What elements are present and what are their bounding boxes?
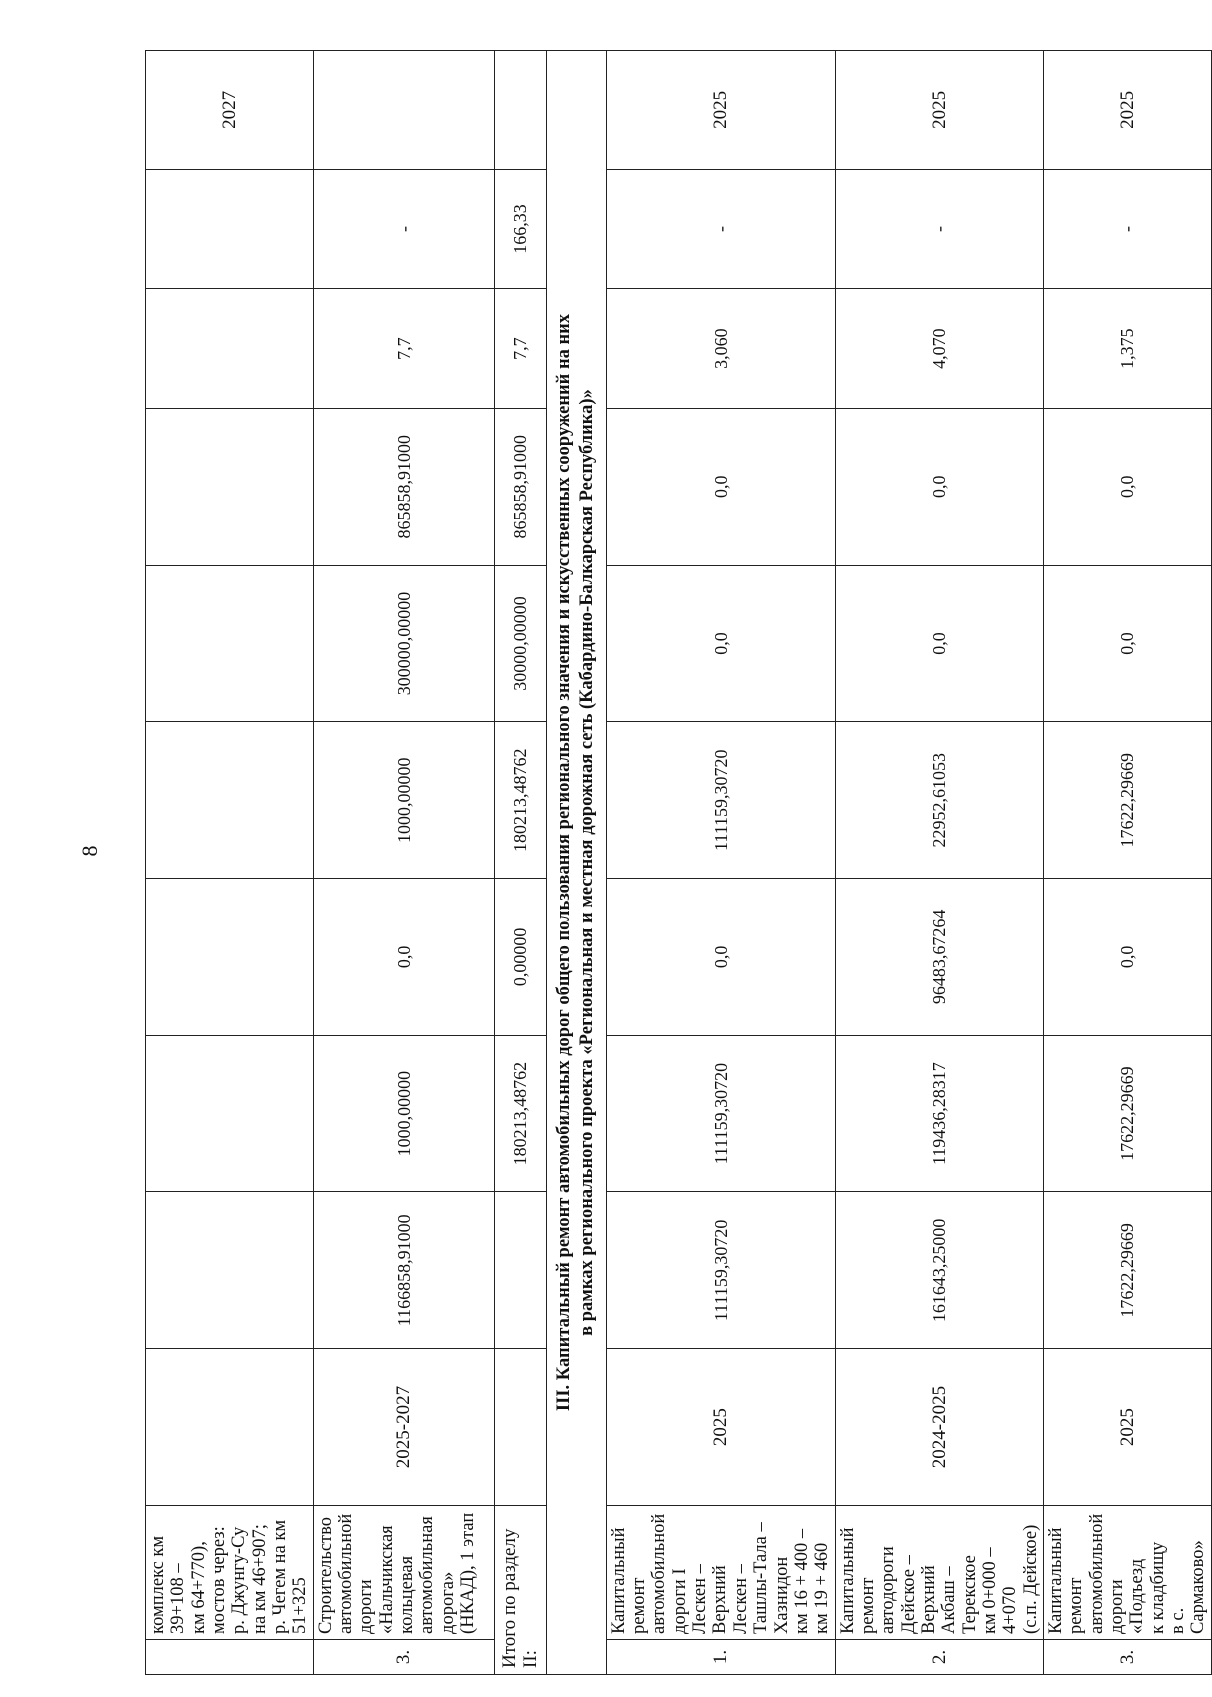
funding-total: 1000,00000 xyxy=(313,1035,494,1192)
row-number: 3. xyxy=(313,1639,494,1674)
total-cost xyxy=(146,1192,314,1349)
funding-part-2: 1000,00000 xyxy=(313,722,494,879)
funding-total: 17622,29669 xyxy=(1043,1035,1211,1192)
length-km: 7,7 xyxy=(313,289,494,409)
funding-part-2: 180213,48762 xyxy=(494,722,546,879)
funding-part-1: 96483,67264 xyxy=(835,879,1043,1036)
funding-part-1: 0,0 xyxy=(1043,879,1211,1036)
completion-year xyxy=(494,51,546,170)
funding-total: 111159,30720 xyxy=(606,1035,835,1192)
funding-part-2 xyxy=(146,722,314,879)
bridge-length: - xyxy=(835,169,1043,289)
funding-next-year xyxy=(146,565,314,722)
funding-part-1: 0,0 xyxy=(313,879,494,1036)
table-row-section-header xyxy=(546,51,606,1675)
funding-next-year: 0,0 xyxy=(606,565,835,722)
bridge-length xyxy=(146,169,314,289)
funding-next-year: 300000,00000 xyxy=(313,565,494,722)
length-km: 7,7 xyxy=(494,289,546,409)
budget-table xyxy=(145,50,1212,1675)
implementation-period: 2024-2025 xyxy=(835,1349,1043,1506)
length-km: 1,375 xyxy=(1043,289,1211,409)
funding-later-year: 0,0 xyxy=(1043,408,1211,565)
total-cost: 111159,30720 xyxy=(606,1192,835,1349)
completion-year xyxy=(313,51,494,170)
bridge-length: 166,33 xyxy=(494,169,546,289)
object-name: комплекс км 39+108 – км 64+770), мостов через: р. Джунгу-Су на км 46+907; р. Чегем на км 51+325 xyxy=(146,1505,314,1639)
bridge-length: - xyxy=(606,169,835,289)
page-number: 8 xyxy=(77,845,102,857)
table-row-s1 xyxy=(606,51,835,1675)
table-row-continuation xyxy=(146,51,314,1675)
funding-later-year: 865858,91000 xyxy=(313,408,494,565)
object-name: Строительство автомобильной дороги «Нальчикская кольцевая автомобильная дорога» (НКАД), 1 этап xyxy=(313,1505,494,1639)
funding-later-year: 0,0 xyxy=(606,408,835,565)
object-name: Капитальный ремонт автомобильной дороги «Подъезд к кладбищу в с. Сармаково» xyxy=(1043,1505,1211,1639)
completion-year: 2025 xyxy=(606,51,835,170)
object-name: Капитальный ремонт автомобильной дороги I Лескен – Верхний Лескен – Ташлы-Тала – Хазнидон км 16 + 400 – км 19 + 460 xyxy=(606,1505,835,1639)
implementation-period xyxy=(494,1349,546,1506)
funding-part-1: 0,00000 xyxy=(494,879,546,1036)
bridge-length: - xyxy=(313,169,494,289)
funding-next-year: 0,0 xyxy=(835,565,1043,722)
funding-part-2: 22952,61053 xyxy=(835,722,1043,879)
bridge-length: - xyxy=(1043,169,1211,289)
completion-year: 2025 xyxy=(1043,51,1211,170)
funding-later-year: 0,0 xyxy=(835,408,1043,565)
completion-year: 2025 xyxy=(835,51,1043,170)
funding-later-year xyxy=(146,408,314,565)
total-cost xyxy=(494,1192,546,1349)
implementation-period: 2025-2027 xyxy=(313,1349,494,1506)
funding-total xyxy=(146,1035,314,1192)
row-number: 2. xyxy=(835,1639,1043,1674)
section-3-title: III. Капитальный ремонт автомобильных дорог общего пользования регионального значения и искусственных сооружений на них в рамках регионального проекта «Региональная и местная дорожная сеть (Кабардино-Балкарская Республика)» xyxy=(546,51,606,1675)
funding-part-1 xyxy=(146,879,314,1036)
implementation-period xyxy=(146,1349,314,1506)
funding-later-year: 865858,91000 xyxy=(494,408,546,565)
implementation-period: 2025 xyxy=(606,1349,835,1506)
table-row-s2 xyxy=(835,51,1043,1675)
funding-next-year: 0,0 xyxy=(1043,565,1211,722)
funding-part-1: 0,0 xyxy=(606,879,835,1036)
completion-year: 2027 xyxy=(146,51,314,170)
total-cost: 161643,25000 xyxy=(835,1192,1043,1349)
funding-next-year: 30000,00000 xyxy=(494,565,546,722)
table-row-3-nkad xyxy=(313,51,494,1675)
row-number: 3. xyxy=(1043,1639,1211,1674)
table-row-section-total xyxy=(494,51,546,1675)
row-number xyxy=(146,1639,314,1674)
length-km xyxy=(146,289,314,409)
funding-total: 119436,28317 xyxy=(835,1035,1043,1192)
total-cost: 1166858,91000 xyxy=(313,1192,494,1349)
table-row-s3 xyxy=(1043,51,1211,1675)
length-km: 3,060 xyxy=(606,289,835,409)
implementation-period: 2025 xyxy=(1043,1349,1211,1506)
section-total-label: Итого по разделу II: xyxy=(494,1505,546,1674)
row-number: 1. xyxy=(606,1639,835,1674)
funding-part-2: 111159,30720 xyxy=(606,722,835,879)
length-km: 4,070 xyxy=(835,289,1043,409)
object-name: Капитальный ремонт автодороги Дейское – Верхний Акбаш – Терекское км 0+000 – 4+070 (с.п. Дейское) xyxy=(835,1505,1043,1639)
rotated-table-wrapper xyxy=(145,50,1209,1675)
funding-part-2: 17622,29669 xyxy=(1043,722,1211,879)
total-cost: 17622,29669 xyxy=(1043,1192,1211,1349)
funding-total: 180213,48762 xyxy=(494,1035,546,1192)
